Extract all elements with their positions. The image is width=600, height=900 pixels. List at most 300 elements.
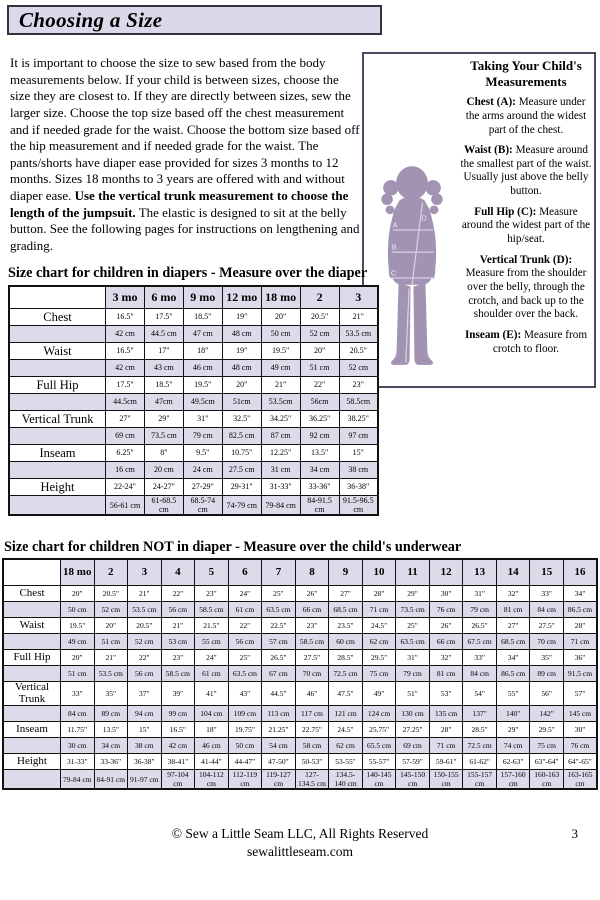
size-value-cm: 66 cm	[429, 634, 463, 650]
measurement-label: Full Hip	[9, 377, 106, 394]
size-value-cm: 60 cm	[329, 634, 363, 650]
measurement-cm-row	[3, 602, 597, 618]
size-value-inches: 29.5"	[362, 650, 396, 666]
size-value-inches: 28.5"	[329, 650, 363, 666]
figure-label-d: D	[421, 213, 427, 223]
size-value-inches: 33"	[530, 586, 564, 602]
size-value-cm: 67.5 cm	[463, 634, 497, 650]
diaper-chart-heading: Size chart for children in diapers - Measure over the diaper	[8, 265, 368, 281]
size-value-cm: 50 cm	[261, 326, 300, 343]
size-value-inches: 34"	[496, 650, 530, 666]
measurement-cm-row	[3, 706, 597, 722]
measurement-label: Inseam	[9, 445, 106, 462]
size-value-cm: 76 cm	[563, 738, 597, 754]
measurement-inches-row	[3, 754, 597, 770]
size-value-cm: 79 cm	[183, 428, 222, 445]
measurement-inches-row	[9, 343, 378, 360]
measurements-panel-title: Taking Your Child's Measurements	[470, 58, 582, 89]
size-value-cm: 56-61 cm	[106, 496, 145, 516]
size-value-cm: 46 cm	[183, 360, 222, 377]
size-value-inches: 39"	[161, 682, 195, 706]
size-value-inches: 27"	[329, 586, 363, 602]
measurement-label-empty	[3, 706, 61, 722]
size-value-inches: 18"	[195, 722, 229, 738]
size-value-cm: 49 cm	[261, 360, 300, 377]
size-value-cm: 24 cm	[183, 462, 222, 479]
size-value-cm: 46 cm	[195, 738, 229, 754]
size-value-cm: 137"	[463, 706, 497, 722]
measurement-label: Chest	[9, 309, 106, 326]
measurement-instruction: Chest (A): Measure under the arms around the widest part of the chest.	[465, 96, 587, 136]
size-value-cm: 52 cm	[300, 326, 339, 343]
no-diaper-chart-heading: Size chart for children NOT in diaper - Measure over the child's underwear	[4, 539, 462, 555]
silhouette-shape	[381, 166, 442, 365]
size-value-inches: 15"	[128, 722, 162, 738]
size-value-inches: 18"	[183, 343, 222, 360]
size-value-cm: 113 cm	[262, 706, 296, 722]
size-value-inches: 23.5"	[329, 618, 363, 634]
size-value-cm: 79-84 cm	[61, 770, 95, 790]
size-value-cm: 71 cm	[429, 738, 463, 754]
size-value-cm: 74-79 cm	[222, 496, 261, 516]
size-value-cm: 76 cm	[429, 602, 463, 618]
size-value-cm: 49 cm	[61, 634, 95, 650]
measurement-label-empty	[9, 428, 106, 445]
size-value-inches: 32"	[496, 586, 530, 602]
size-value-inches: 19.75"	[228, 722, 262, 738]
size-value-cm: 97-104 cm	[161, 770, 195, 790]
size-value-cm: 124 cm	[362, 706, 396, 722]
size-value-inches: 29.5"	[530, 722, 564, 738]
size-value-inches: 25"	[228, 650, 262, 666]
size-value-cm: 56cm	[300, 394, 339, 411]
size-value-cm: 34 cm	[300, 462, 339, 479]
size-value-cm: 91-97 cm	[128, 770, 162, 790]
size-value-inches: 17.5"	[106, 377, 145, 394]
measurement-cm-row	[9, 394, 378, 411]
size-value-inches: 15"	[339, 445, 378, 462]
size-value-cm: 155-157 cm	[463, 770, 497, 790]
size-value-inches: 47.5"	[329, 682, 363, 706]
size-value-inches: 29"	[144, 411, 183, 428]
size-value-cm: 47 cm	[183, 326, 222, 343]
size-value-cm: 130 cm	[396, 706, 430, 722]
size-value-cm: 70 cm	[295, 666, 329, 682]
size-value-inches: 43"	[228, 682, 262, 706]
size-value-cm: 54 cm	[262, 738, 296, 754]
size-header-row	[9, 286, 378, 309]
size-value-inches: 17"	[144, 343, 183, 360]
size-value-cm: 48 cm	[222, 360, 261, 377]
size-column-header: 6	[228, 559, 262, 586]
size-value-cm: 53 cm	[161, 634, 195, 650]
size-value-inches: 11.75"	[61, 722, 95, 738]
size-value-inches: 23"	[161, 650, 195, 666]
size-value-cm: 61 cm	[228, 602, 262, 618]
size-value-cm: 53.5 cm	[128, 602, 162, 618]
measurement-inches-row	[3, 722, 597, 738]
size-value-inches: 20"	[222, 377, 261, 394]
size-value-cm: 52 cm	[339, 360, 378, 377]
size-value-inches: 25"	[396, 618, 430, 634]
size-value-cm: 79-84 cm	[261, 496, 300, 516]
size-value-inches: 57"	[563, 682, 597, 706]
size-value-inches: 20"	[61, 586, 95, 602]
size-value-inches: 59-61"	[429, 754, 463, 770]
size-column-header: 3	[339, 286, 378, 309]
size-value-cm: 55 cm	[195, 634, 229, 650]
size-value-inches: 28"	[563, 618, 597, 634]
size-value-cm: 38 cm	[128, 738, 162, 754]
size-value-inches: 36"	[563, 650, 597, 666]
size-value-cm: 58.5 cm	[295, 634, 329, 650]
size-value-cm: 84-91 cm	[94, 770, 128, 790]
measurement-label: Waist	[3, 618, 61, 634]
measurement-instruction: Waist (B): Measure around the smallest part of the waist. Usually just above the belly button.	[460, 144, 592, 198]
figure-label-c: C	[390, 268, 397, 278]
size-value-inches: 16.5"	[161, 722, 195, 738]
size-value-inches: 20"	[61, 650, 95, 666]
size-value-inches: 36.25"	[300, 411, 339, 428]
size-value-cm: 43 cm	[144, 360, 183, 377]
size-value-inches: 8"	[144, 445, 183, 462]
size-value-cm: 42 cm	[106, 326, 145, 343]
size-value-inches: 41"	[195, 682, 229, 706]
size-value-inches: 24"	[195, 650, 229, 666]
size-value-cm: 27.5 cm	[222, 462, 261, 479]
measurement-cm-row	[3, 770, 597, 790]
measurement-label: Vertical Trunk	[9, 411, 106, 428]
size-value-cm: 140"	[496, 706, 530, 722]
intro-paragraph	[10, 55, 360, 255]
size-value-cm: 84 cm	[530, 602, 564, 618]
size-value-cm: 58.5 cm	[161, 666, 195, 682]
size-value-inches: 26.5"	[262, 650, 296, 666]
size-value-inches: 17.5"	[144, 309, 183, 326]
size-value-inches: 20"	[300, 343, 339, 360]
size-value-inches: 28"	[362, 586, 396, 602]
size-value-cm: 51 cm	[300, 360, 339, 377]
figure-label-b: B	[391, 242, 397, 252]
size-value-cm: 57 cm	[262, 634, 296, 650]
measurement-label-empty	[3, 666, 61, 682]
size-value-cm: 81 cm	[429, 666, 463, 682]
measurement-instruction: Inseam (E): Measure from crotch to floor.	[464, 329, 588, 355]
size-value-cm: 52 cm	[128, 634, 162, 650]
size-value-inches: 24-27"	[144, 479, 183, 496]
measurement-inches-row	[3, 586, 597, 602]
size-value-inches: 29-31"	[222, 479, 261, 496]
size-value-inches: 19"	[222, 343, 261, 360]
size-value-inches: 21"	[161, 618, 195, 634]
size-value-cm: 56 cm	[228, 634, 262, 650]
size-value-cm: 71 cm	[362, 602, 396, 618]
size-value-inches: 44.5"	[262, 682, 296, 706]
size-value-cm: 50 cm	[61, 602, 95, 618]
diaper-size-chart-table	[8, 285, 379, 516]
size-value-inches: 13.5"	[94, 722, 128, 738]
size-value-cm: 51cm	[222, 394, 261, 411]
page-number: 3	[571, 826, 578, 841]
size-column-header: 2	[94, 559, 128, 586]
size-value-inches: 63"-64"	[530, 754, 564, 770]
size-value-cm: 79 cm	[463, 602, 497, 618]
size-value-inches: 35"	[530, 650, 564, 666]
size-value-cm: 89 cm	[94, 706, 128, 722]
size-value-cm: 61-68.5 cm	[144, 496, 183, 516]
size-value-inches: 32"	[429, 650, 463, 666]
size-value-cm: 86.5 cm	[563, 602, 597, 618]
size-value-cm: 69 cm	[396, 738, 430, 754]
size-value-cm: 117 cm	[295, 706, 329, 722]
size-column-header: 7	[262, 559, 296, 586]
size-value-inches: 37"	[128, 682, 162, 706]
size-value-inches: 33-36"	[94, 754, 128, 770]
size-value-cm: 61 cm	[195, 666, 229, 682]
size-value-inches: 19.5"	[261, 343, 300, 360]
size-value-inches: 23"	[339, 377, 378, 394]
page-title: Choosing a Size	[19, 7, 163, 32]
size-header-row	[3, 559, 597, 586]
size-value-inches: 32.5"	[222, 411, 261, 428]
size-value-cm: 112-119 cm	[228, 770, 262, 790]
measurement-label-empty	[3, 634, 61, 650]
size-value-inches: 46"	[295, 682, 329, 706]
size-value-cm: 68.5-74 cm	[183, 496, 222, 516]
size-column-header: 4	[161, 559, 195, 586]
size-value-inches: 24.5"	[362, 618, 396, 634]
size-value-inches: 20"	[261, 309, 300, 326]
size-value-inches: 20"	[94, 618, 128, 634]
intro-text-bold: Use the vertical trunk measurement to choose the length of the jumpsuit.	[10, 188, 349, 220]
size-column-header: 12	[429, 559, 463, 586]
size-value-cm: 62 cm	[329, 738, 363, 754]
measurement-cm-row	[9, 326, 378, 343]
size-value-inches: 21.5"	[195, 618, 229, 634]
size-value-cm: 30 cm	[61, 738, 95, 754]
size-value-inches: 30"	[563, 722, 597, 738]
size-value-cm: 84 cm	[61, 706, 95, 722]
size-value-inches: 21"	[94, 650, 128, 666]
size-value-cm: 82.5 cm	[222, 428, 261, 445]
size-value-inches: 31"	[183, 411, 222, 428]
size-value-inches: 12.25"	[261, 445, 300, 462]
size-value-cm: 135 cm	[429, 706, 463, 722]
measurement-cm-row	[3, 738, 597, 754]
measurement-cm-row	[3, 634, 597, 650]
size-value-cm: 104-112 cm	[195, 770, 229, 790]
size-column-header: 18 mo	[261, 286, 300, 309]
measurements-panel	[362, 52, 596, 388]
size-value-inches: 21"	[261, 377, 300, 394]
size-value-inches: 22"	[228, 618, 262, 634]
measurement-label-empty	[3, 738, 61, 754]
website-text: sewalittleseam.com	[246, 844, 354, 859]
size-value-cm: 68.5 cm	[329, 602, 363, 618]
size-value-cm: 47cm	[144, 394, 183, 411]
size-value-inches: 61-62"	[463, 754, 497, 770]
size-value-cm: 81 cm	[496, 602, 530, 618]
size-value-cm: 53.5cm	[261, 394, 300, 411]
size-value-inches: 20.5"	[128, 618, 162, 634]
size-value-cm: 79 cm	[396, 666, 430, 682]
size-value-cm: 127-134.5 cm	[295, 770, 329, 790]
size-value-cm: 34 cm	[94, 738, 128, 754]
intro-text-start: It is important to choose the size to sew based from the body measurements below. If your child is between sizes, choose the size they are closest to. If they are directly between sizes, sew the larger size. Choose the top size based off the chest measurement and if needed grade for the waist. Choose the bottom size based off the hip measurement and if needed grade for the waist. The pants/shorts have diaper ease provided for sizes 3 months to 12 months. Sizes 18 months to 3 years are offered with and without diaper ease.	[10, 55, 360, 203]
measurement-inches-row	[9, 479, 378, 496]
size-value-inches: 25"	[262, 586, 296, 602]
size-value-inches: 28.5"	[463, 722, 497, 738]
size-value-inches: 38-41"	[161, 754, 195, 770]
size-column-header: 2	[300, 286, 339, 309]
size-value-inches: 13.5"	[300, 445, 339, 462]
size-value-inches: 22-24"	[106, 479, 145, 496]
size-value-inches: 28"	[429, 722, 463, 738]
size-value-inches: 35"	[94, 682, 128, 706]
size-value-cm: 72.5 cm	[463, 738, 497, 754]
measurement-label-empty	[9, 496, 106, 516]
size-value-inches: 54"	[463, 682, 497, 706]
size-value-inches: 31"	[396, 650, 430, 666]
size-value-inches: 19.5"	[183, 377, 222, 394]
size-value-cm: 58.5cm	[339, 394, 378, 411]
size-value-inches: 26"	[429, 618, 463, 634]
size-value-cm: 69 cm	[106, 428, 145, 445]
measurement-inches-row	[9, 309, 378, 326]
size-column-header: 5	[195, 559, 229, 586]
measurement-inches-row	[9, 411, 378, 428]
size-value-cm: 150-155 cm	[429, 770, 463, 790]
size-value-cm: 99 cm	[161, 706, 195, 722]
size-value-inches: 20.5"	[300, 309, 339, 326]
size-value-cm: 142"	[530, 706, 564, 722]
size-value-inches: 9.5"	[183, 445, 222, 462]
size-value-inches: 53-55"	[329, 754, 363, 770]
size-value-inches: 57-59"	[396, 754, 430, 770]
measurement-cm-row	[9, 428, 378, 445]
size-value-inches: 49"	[362, 682, 396, 706]
size-value-cm: 42 cm	[106, 360, 145, 377]
size-value-cm: 58 cm	[295, 738, 329, 754]
size-column-header: 12 mo	[222, 286, 261, 309]
size-value-cm: 56 cm	[161, 602, 195, 618]
size-value-inches: 26.5"	[463, 618, 497, 634]
size-value-inches: 26"	[295, 586, 329, 602]
size-value-inches: 51"	[396, 682, 430, 706]
size-value-cm: 52 cm	[94, 602, 128, 618]
size-value-inches: 31-33"	[61, 754, 95, 770]
size-value-cm: 63.5 cm	[396, 634, 430, 650]
measurement-label: Height	[3, 754, 61, 770]
size-column-header: 3 mo	[106, 286, 145, 309]
size-value-inches: 16.5"	[106, 343, 145, 360]
size-value-inches: 30"	[429, 586, 463, 602]
size-value-cm: 20 cm	[144, 462, 183, 479]
size-column-header: 13	[463, 559, 497, 586]
size-value-cm: 16 cm	[106, 462, 145, 479]
size-value-cm: 65.5 cm	[362, 738, 396, 754]
size-value-inches: 23"	[195, 586, 229, 602]
size-value-inches: 36-38"	[339, 479, 378, 496]
measurement-label: Waist	[9, 343, 106, 360]
size-value-cm: 86.5 cm	[496, 666, 530, 682]
size-value-inches: 29"	[496, 722, 530, 738]
size-value-cm: 74 cm	[496, 738, 530, 754]
size-column-header: 14	[496, 559, 530, 586]
size-value-inches: 31-33"	[261, 479, 300, 496]
size-value-inches: 41-44"	[195, 754, 229, 770]
measurement-label-empty	[9, 462, 106, 479]
size-value-inches: 34"	[563, 586, 597, 602]
size-value-inches: 19.5"	[61, 618, 95, 634]
size-column-header: 3	[128, 559, 162, 586]
size-value-inches: 27.5"	[295, 650, 329, 666]
copyright-text: © Sew a Little Seam LLC, All Rights Reserved	[171, 826, 429, 841]
figure-label-a: A	[392, 220, 398, 230]
size-value-inches: 21"	[128, 586, 162, 602]
size-value-inches: 27.5"	[530, 618, 564, 634]
measurement-label: Inseam	[3, 722, 61, 738]
size-value-inches: 24"	[228, 586, 262, 602]
measurement-inches-row	[3, 618, 597, 634]
size-value-cm: 62 cm	[362, 634, 396, 650]
size-value-cm: 157-160 cm	[496, 770, 530, 790]
size-value-cm: 97 cm	[339, 428, 378, 445]
size-value-inches: 53"	[429, 682, 463, 706]
size-column-header: 10	[362, 559, 396, 586]
size-value-cm: 49.5cm	[183, 394, 222, 411]
size-value-cm: 119-127 cm	[262, 770, 296, 790]
size-value-cm: 73.5 cm	[396, 602, 430, 618]
size-value-inches: 50-53"	[295, 754, 329, 770]
size-value-inches: 22"	[128, 650, 162, 666]
size-value-cm: 68.5 cm	[496, 634, 530, 650]
size-value-inches: 21.25"	[262, 722, 296, 738]
size-value-cm: 38 cm	[339, 462, 378, 479]
size-value-cm: 163-165 cm	[563, 770, 597, 790]
size-value-cm: 75 cm	[362, 666, 396, 682]
measurement-instructions	[460, 96, 592, 356]
intro-text-end: The elastic is designed to sit at the belly button. See the following pages for instructions on lengthening and grading.	[10, 204, 360, 253]
figure-label-e: E	[409, 320, 415, 330]
size-value-cm: 50 cm	[228, 738, 262, 754]
measurement-label: Full Hip	[3, 650, 61, 666]
size-value-inches: 56"	[530, 682, 564, 706]
size-value-cm: 56 cm	[128, 666, 162, 682]
size-value-inches: 27-29"	[183, 479, 222, 496]
size-value-cm: 75 cm	[530, 738, 564, 754]
size-value-cm: 51 cm	[61, 666, 95, 682]
measurement-label-empty	[9, 394, 106, 411]
measurement-label-empty	[3, 602, 61, 618]
size-value-cm: 91.5-96.5 cm	[339, 496, 378, 516]
size-value-cm: 89 cm	[530, 666, 564, 682]
size-value-inches: 64"-65"	[563, 754, 597, 770]
size-value-cm: 92 cm	[300, 428, 339, 445]
size-value-inches: 27"	[496, 618, 530, 634]
size-value-inches: 10.75"	[222, 445, 261, 462]
size-value-inches: 38.25"	[339, 411, 378, 428]
measurement-label: Height	[9, 479, 106, 496]
size-value-cm: 42 cm	[161, 738, 195, 754]
size-value-inches: 33"	[61, 682, 95, 706]
size-value-cm: 94 cm	[128, 706, 162, 722]
size-value-inches: 22.75"	[295, 722, 329, 738]
measurement-instruction: Vertical Trunk (D): Measure from the shoulder over the belly, through the crotch, and back up to the shoulder over the back.	[465, 253, 587, 321]
size-value-cm: 109 cm	[228, 706, 262, 722]
size-value-cm: 31 cm	[261, 462, 300, 479]
size-value-cm: 87 cm	[261, 428, 300, 445]
